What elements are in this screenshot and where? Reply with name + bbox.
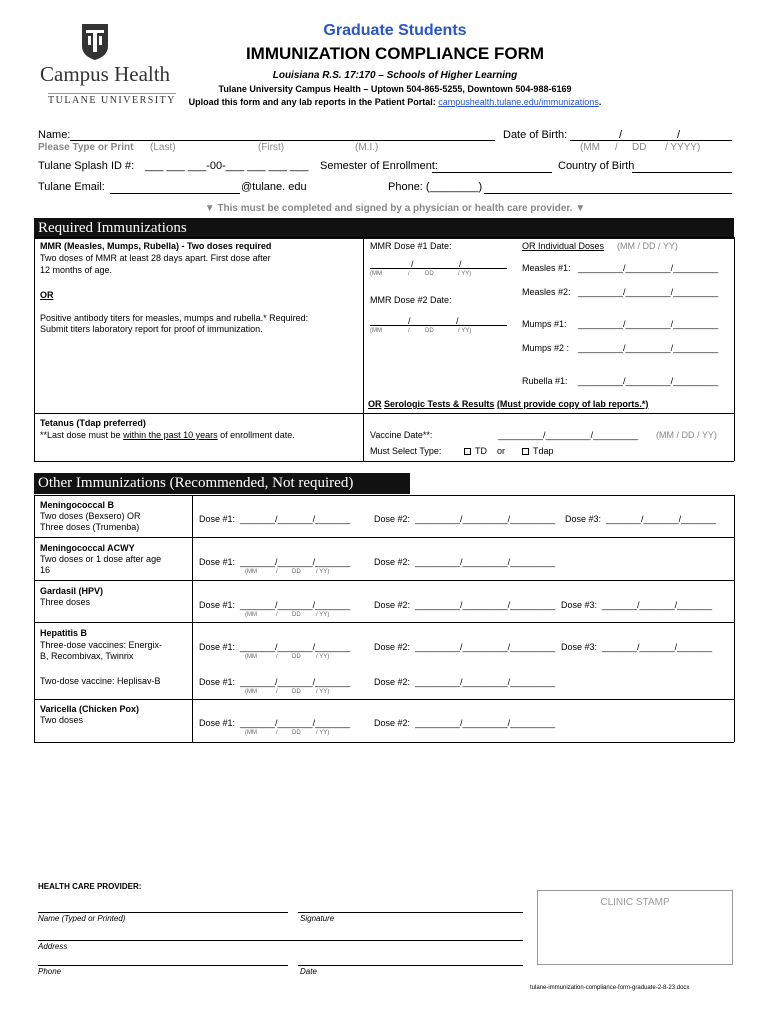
mumps1-input[interactable]: _________/_________/_________ (578, 319, 719, 329)
row4-hint-yy: / YY) (316, 689, 330, 695)
country-input[interactable] (632, 172, 732, 173)
header-audience: Graduate Students (323, 22, 467, 39)
splash-id-input[interactable]: ___ ___ ___-00-___ ___ ___ ___ (145, 160, 309, 172)
measles1-input[interactable]: _________/_________/_________ (578, 263, 719, 273)
row2-dose2-input[interactable]: _________/_________/_________ (415, 600, 556, 610)
individual-hint: (MM / DD / YY) (617, 241, 678, 251)
menb-desc-2: Three doses (Trumenba) (40, 522, 140, 532)
provider-name-label: Name (Typed or Printed) (38, 914, 126, 923)
dob-dd-hint: DD (632, 142, 647, 153)
row2-hint-mm: (MM (245, 612, 257, 618)
mmr2-hint-slash: / (408, 328, 410, 334)
row3-hint-yy: / YY) (316, 654, 330, 660)
required-section-title: Required Immunizations (34, 218, 734, 239)
serologic-label: Serologic Tests & Results (384, 399, 495, 409)
mmr2-hint-mm: (MM (370, 328, 382, 334)
last-hint: (Last) (150, 142, 176, 153)
hpv-desc-1: Three doses (40, 597, 91, 607)
semester-label: Semester of Enrollment: (320, 160, 438, 172)
row0-dose1-label: Dose #1: (199, 514, 236, 524)
hepb-desc-1: Three-dose vaccines: Energix- (40, 640, 163, 650)
name-label: Name: (38, 129, 71, 141)
header-upload (0, 97, 770, 107)
row5-hint-slash: / (276, 730, 278, 736)
clinic-stamp-label: CLINIC STAMP (600, 897, 670, 908)
tetanus-pre: **Last dose must be (40, 430, 121, 440)
row4-dose2-label: Dose #2: (374, 677, 411, 687)
vaccine-date-input[interactable]: _________/_________/_________ (498, 430, 639, 440)
row2-hint-dd: DD (292, 612, 301, 618)
splash-id-label: Tulane Splash ID #: (38, 160, 135, 172)
measles2-label: Measles #2: (522, 287, 571, 297)
address-input[interactable] (38, 940, 523, 941)
dob-mm-hint: (MM (580, 142, 600, 153)
mmr-dose1-label: MMR Dose #1 Date: (370, 241, 452, 251)
provider-name-input[interactable] (38, 912, 288, 913)
serologic-note: (Must provide copy of lab reports.*) (496, 399, 649, 409)
row3-dose2-input[interactable]: _________/_________/_________ (415, 642, 556, 652)
row1-dose1-label: Dose #1: (199, 557, 236, 567)
mmr1-hint-mm: (MM (370, 271, 382, 277)
header-law: Louisiana R.S. 17:170 – Schools of Higher Learning (272, 70, 518, 81)
upload-end: . (598, 97, 602, 107)
email-suffix: @tulane. edu (241, 181, 307, 193)
header-contact: Tulane University Campus Health – Uptown 504-865-5255, Downtown 504-988-6169 (218, 84, 572, 94)
row2-dose1-label: Dose #1: (199, 600, 236, 610)
individual-doses-label: OR Individual Doses (522, 241, 605, 251)
row0-dose1-input[interactable]: _______/_______/_______ (240, 514, 351, 524)
mumps2-label: Mumps #2 : (522, 343, 570, 353)
clinic-stamp-box (537, 890, 733, 965)
mmr-title: MMR (Measles, Mumps, Rubella) - Two doses required (40, 241, 272, 251)
tetanus-post: of enrollment date. (220, 430, 295, 440)
mmr1-hint-dd: DD (425, 271, 434, 277)
td-checkbox[interactable] (464, 448, 471, 455)
mmr1-hint-slash: / (408, 271, 410, 277)
row0-dose3-input[interactable]: _______/_______/_______ (606, 514, 717, 524)
upload-text: Upload this form and any lab reports in the Patient Portal: (188, 97, 436, 107)
email-label: Tulane Email: (38, 181, 105, 193)
row3-dose3-label: Dose #3: (561, 642, 598, 652)
semester-input[interactable] (432, 172, 552, 173)
name-input[interactable] (70, 140, 495, 141)
serologic-or: OR (368, 399, 382, 409)
row4-dose1-label: Dose #1: (199, 677, 236, 687)
dob-input[interactable] (570, 140, 732, 141)
menacwy-name: Meningococcal ACWY (40, 543, 135, 553)
menb-name: Meningococcal B (40, 500, 115, 510)
row5-dose2-input[interactable]: _________/_________/_________ (415, 718, 556, 728)
dob-slash-hint: / (615, 142, 618, 153)
provider-title: HEALTH CARE PROVIDER: (38, 882, 142, 891)
mmr-desc-1: Two doses of MMR at least 28 days apart. First dose after (40, 253, 271, 263)
portal-link[interactable]: campushealth.tulane.edu/immunizations (438, 97, 599, 107)
row3-dose3-input[interactable]: _______/_______/_______ (602, 642, 713, 652)
titer-desc-2: Submit titers laboratory report for proof of immunization. (40, 324, 263, 334)
other-subtitle: (Recommended, Not required) (169, 475, 354, 491)
mmr2-hint-dd: DD (425, 328, 434, 334)
please-type: Please Type or Print (38, 142, 134, 153)
row4-hint-slash: / (276, 689, 278, 695)
titer-desc-1: Positive antibody titers for measles, mumps and rubella.* Required: (40, 313, 309, 323)
mmr-desc-2: 12 months of age. (40, 265, 113, 275)
row2-hint-yy: / YY) (316, 612, 330, 618)
row5-dose1-label: Dose #1: (199, 718, 236, 728)
tdap-checkbox[interactable] (522, 448, 529, 455)
mmr-or: OR (40, 290, 54, 300)
phone-input[interactable] (484, 193, 732, 194)
email-input[interactable] (110, 193, 240, 194)
tdap-option[interactable] (522, 446, 554, 456)
row2-hint-slash: / (276, 612, 278, 618)
row4-dose1-input[interactable]: _______/_______/_______ (240, 677, 351, 687)
mmr-dose2-label: MMR Dose #2 Date: (370, 295, 452, 305)
tetanus-underline: within the past 10 years (123, 430, 218, 440)
phone-input-provider[interactable] (38, 965, 288, 966)
row5-dose2-label: Dose #2: (374, 718, 411, 728)
hpv-name: Gardasil (HPV) (40, 586, 104, 596)
must-select-label: Must Select Type: (370, 446, 442, 456)
measles1-label: Measles #1: (522, 263, 571, 273)
other-section-title (34, 473, 410, 494)
provider-phone-label: Phone (38, 967, 62, 976)
vaccine-date-hint: (MM / DD / YY) (656, 430, 717, 440)
logo-name: Campus Health (40, 62, 171, 86)
page-title: IMMUNIZATION COMPLIANCE FORM (245, 44, 545, 63)
row2-dose1-input[interactable]: _______/_______/_______ (240, 600, 351, 610)
mi-hint: (M.I.) (355, 142, 379, 153)
row2-dose2-label: Dose #2: (374, 600, 411, 610)
dob-label: Date of Birth: (503, 129, 568, 141)
row1-hint-yy: / YY) (316, 569, 330, 575)
rubella1-input[interactable]: _________/_________/_________ (578, 376, 719, 386)
td-option[interactable] (464, 446, 487, 456)
heplisav-desc: Two-dose vaccine: Heplisav-B (40, 676, 161, 686)
tetanus-desc (40, 430, 295, 440)
tdap-label: Tdap (533, 446, 554, 456)
country-label: Country of Birth (558, 160, 635, 172)
row3-dose1-label: Dose #1: (199, 642, 236, 652)
phone-label: Phone: (________) (388, 181, 483, 193)
row4-hint-dd: DD (292, 689, 301, 695)
mmr-dose1-input[interactable] (370, 268, 507, 269)
mumps2-input[interactable]: _________/_________/_________ (578, 343, 719, 353)
row0-dose3-label: Dose #3: (565, 514, 602, 524)
vaccine-date-label: Vaccine Date**: (370, 430, 433, 440)
hepb-name: Hepatitis B (40, 628, 88, 638)
varicella-desc-1: Two doses (40, 715, 84, 725)
provider-date-label: Date (300, 967, 317, 976)
row5-hint-dd: DD (292, 730, 301, 736)
dob-yyyy-hint: / YYYY) (665, 142, 701, 153)
row2-dose3-label: Dose #3: (561, 600, 598, 610)
logo-university: TULANE UNIVERSITY (48, 95, 176, 106)
td-label: TD (475, 446, 487, 456)
row1-hint-slash: / (276, 569, 278, 575)
row3-hint-mm: (MM (245, 654, 257, 660)
row5-dose1-input[interactable]: _______/_______/_______ (240, 718, 351, 728)
menacwy-desc-1: Two doses or 1 dose after age (40, 554, 162, 564)
row3-dose1-input[interactable]: _______/_______/_______ (240, 642, 351, 652)
row3-dose2-label: Dose #2: (374, 642, 411, 652)
row1-hint-dd: DD (292, 569, 301, 575)
row1-dose1-input[interactable]: _______/_______/_______ (240, 557, 351, 567)
row3-hint-slash: / (276, 654, 278, 660)
signature-input[interactable] (298, 912, 523, 913)
tetanus-title: Tetanus (Tdap preferred) (40, 418, 146, 428)
row3-hint-dd: DD (292, 654, 301, 660)
address-label: Address (38, 942, 68, 951)
row4-dose2-input[interactable]: _________/_________/_________ (415, 677, 556, 687)
row5-hint-yy: / YY) (316, 730, 330, 736)
row5-hint-mm: (MM (245, 730, 257, 736)
measles2-input[interactable]: _________/_________/_________ (578, 287, 719, 297)
mumps1-label: Mumps #1: (522, 319, 567, 329)
row1-dose2-label: Dose #2: (374, 557, 411, 567)
row0-dose2-input[interactable]: _________/_________/_________ (415, 514, 556, 524)
serologic-line (368, 399, 648, 409)
footer-filename: tulane-immunization-compliance-form-graduate-2-8-23.docx (530, 985, 690, 991)
menacwy-desc-2: 16 (40, 565, 51, 575)
row2-dose3-input[interactable]: _______/_______/_______ (602, 600, 713, 610)
hepb-desc-2: B, Recombivax, Twinrix (40, 651, 134, 661)
varicella-name: Varicella (Chicken Pox) (40, 704, 140, 714)
mmr2-hint-yy: / YY) (458, 328, 472, 334)
row1-hint-mm: (MM (245, 569, 257, 575)
row4-hint-mm: (MM (245, 689, 257, 695)
signature-label: Signature (300, 914, 335, 923)
date-input-provider[interactable] (298, 965, 523, 966)
row0-dose2-label: Dose #2: (374, 514, 411, 524)
mmr1-hint-yy: / YY) (458, 271, 472, 277)
rubella1-label: Rubella #1: (522, 376, 568, 386)
or-word: or (497, 446, 506, 456)
first-hint: (First) (258, 142, 285, 153)
mmr-dose2-input[interactable] (370, 325, 507, 326)
physician-note: ▼ This must be completed and signed by a physician or health care provider. ▼ (204, 203, 586, 214)
menb-desc-1: Two doses (Bexsero) OR (40, 511, 141, 521)
row1-dose2-input[interactable]: _________/_________/_________ (415, 557, 556, 567)
other-title: Other Immunizations (38, 475, 166, 491)
